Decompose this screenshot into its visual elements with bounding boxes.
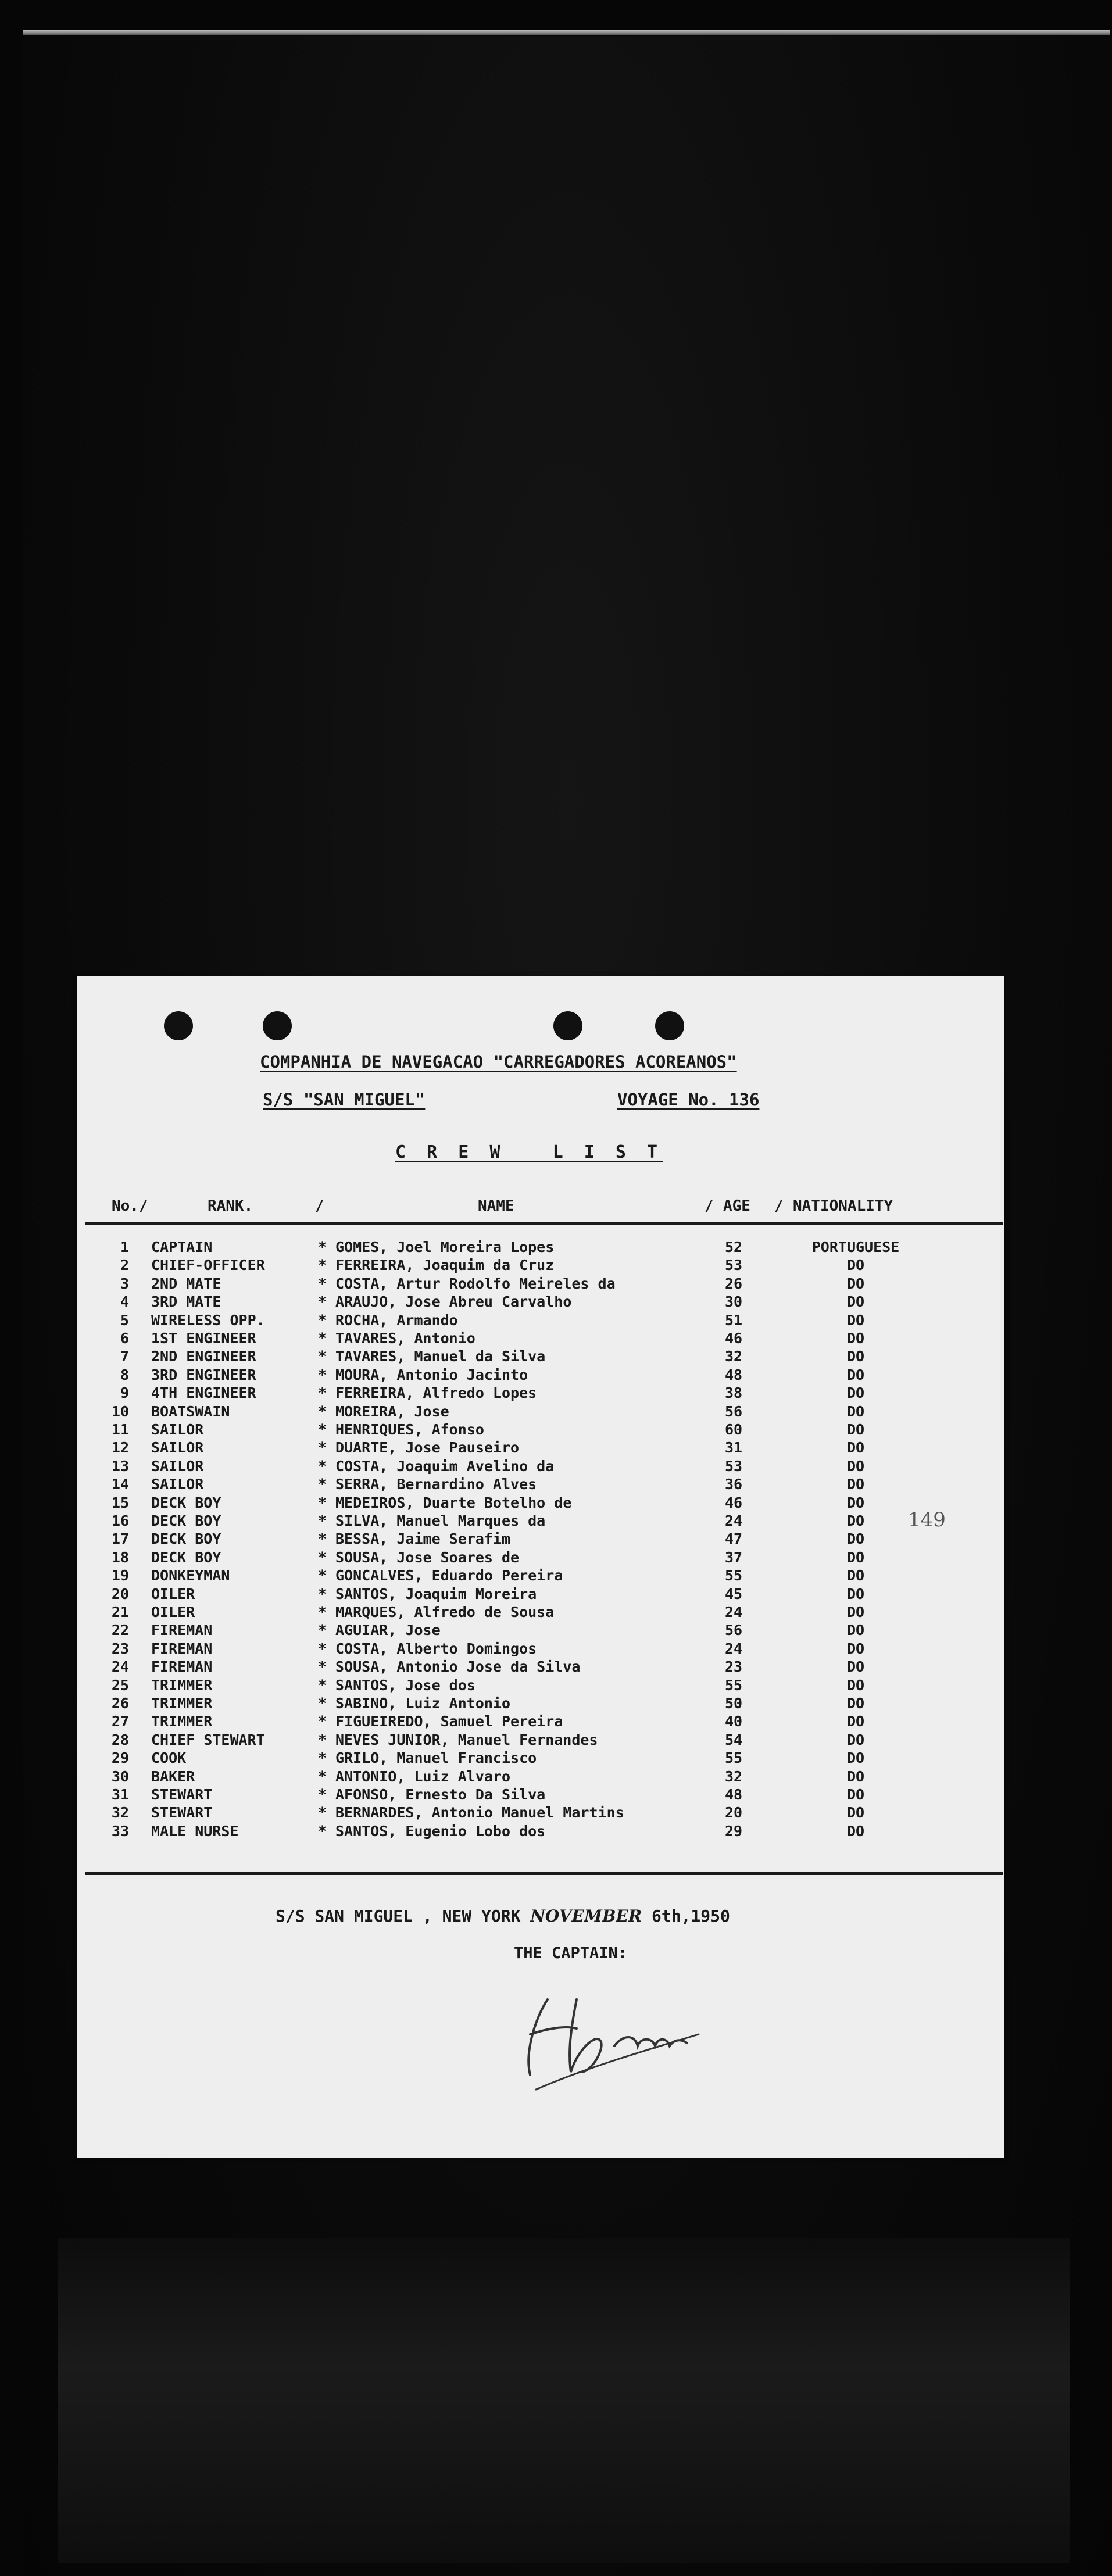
- table-row: [77, 1566, 1004, 1584]
- crew-mark: *: [318, 1293, 327, 1311]
- crew-rank: BOATSWAIN: [151, 1403, 230, 1420]
- crew-rank: SAILOR: [151, 1457, 204, 1475]
- crew-name: FERREIRA, Alfredo Lopes: [335, 1384, 537, 1402]
- crew-age: 48: [724, 1366, 743, 1383]
- crew-rank: STEWART: [151, 1786, 213, 1803]
- crew-age: 24: [724, 1640, 743, 1657]
- crew-age: 32: [724, 1768, 743, 1785]
- crew-rank: DECK BOY: [151, 1494, 221, 1511]
- table-row: [77, 1585, 1004, 1603]
- column-header-name: NAME: [478, 1197, 514, 1215]
- table-row: [77, 1731, 1004, 1749]
- crew-number: 23: [111, 1640, 129, 1657]
- crew-name: COSTA, Alberto Domingos: [335, 1640, 537, 1657]
- crew-mark: *: [318, 1366, 327, 1383]
- crew-name: SANTOS, Eugenio Lobo dos: [335, 1822, 546, 1840]
- crew-mark: *: [318, 1731, 327, 1748]
- crew-rank: DECK BOY: [151, 1512, 221, 1529]
- crew-nationality: DO: [846, 1695, 865, 1712]
- crew-rank: OILER: [151, 1604, 195, 1620]
- crew-nationality: DO: [846, 1676, 865, 1694]
- crew-rank: SAILOR: [151, 1439, 204, 1457]
- crew-rank: COOK: [151, 1749, 187, 1767]
- crew-rank: TRIMMER: [151, 1695, 213, 1712]
- crew-rank: 4TH ENGINEER: [151, 1384, 256, 1402]
- table-row: [77, 1694, 1004, 1712]
- crew-rank: TRIMMER: [151, 1713, 213, 1730]
- crew-rank: 2ND MATE: [151, 1275, 221, 1292]
- punch-hole-icon: [164, 1011, 193, 1040]
- crew-rank: CAPTAIN: [151, 1239, 213, 1255]
- table-row: [77, 1293, 1004, 1311]
- crew-nationality: DO: [846, 1567, 865, 1584]
- crew-nationality: DO: [846, 1512, 865, 1529]
- captain-signature-icon: [513, 1965, 710, 2098]
- crew-name: MEDEIROS, Duarte Botelho de: [335, 1494, 572, 1511]
- crew-nationality: DO: [846, 1293, 865, 1311]
- crew-name: TAVARES, Antonio: [335, 1330, 475, 1347]
- crew-mark: *: [318, 1548, 327, 1566]
- page-number-stamp: 149: [908, 1508, 946, 1532]
- crew-mark: *: [318, 1749, 327, 1767]
- table-row: [77, 1786, 1004, 1804]
- table-row: [77, 1311, 1004, 1329]
- crew-mark: *: [318, 1622, 327, 1639]
- crew-number: 30: [111, 1768, 129, 1785]
- table-row: [77, 1439, 1004, 1457]
- crew-number: 24: [111, 1658, 129, 1676]
- crew-number: 10: [111, 1403, 129, 1420]
- crew-mark: *: [318, 1494, 327, 1511]
- crew-mark: *: [318, 1676, 327, 1694]
- crew-age: 50: [724, 1695, 743, 1712]
- table-row: [77, 1822, 1004, 1840]
- crew-nationality: DO: [846, 1366, 865, 1383]
- crew-number: 7: [120, 1348, 129, 1365]
- crew-mark: *: [318, 1330, 327, 1347]
- crew-nationality: DO: [846, 1804, 865, 1822]
- table-row: [77, 1512, 1004, 1530]
- crew-mark: *: [318, 1512, 327, 1529]
- table-row: [77, 1548, 1004, 1566]
- crew-age: 53: [724, 1257, 743, 1274]
- place: S/S SAN MIGUEL , NEW YORK: [276, 1906, 521, 1926]
- crew-mark: *: [318, 1275, 327, 1292]
- crew-rank: SAILOR: [151, 1476, 204, 1493]
- crew-age: 46: [724, 1330, 743, 1347]
- crew-nationality: DO: [846, 1622, 865, 1639]
- crew-number: 18: [111, 1548, 129, 1566]
- company-name: COMPANHIA DE NAVEGACAO "CARREGADORES ACOREANOS": [260, 1052, 737, 1072]
- crew-age: 31: [724, 1439, 743, 1457]
- crew-number: 25: [111, 1676, 129, 1694]
- crew-number: 29: [111, 1749, 129, 1767]
- table-row: [77, 1366, 1004, 1384]
- crew-name: FIGUEIREDO, Samuel Pereira: [335, 1713, 563, 1730]
- crew-number: 2: [120, 1257, 129, 1274]
- crew-name: HENRIQUES, Afonso: [335, 1421, 484, 1438]
- crew-mark: *: [318, 1786, 327, 1803]
- crew-number: 15: [111, 1494, 129, 1511]
- crew-nationality: DO: [846, 1494, 865, 1511]
- voyage-number: VOYAGE No. 136: [617, 1090, 760, 1110]
- crew-rank: DECK BOY: [151, 1530, 221, 1548]
- crew-nationality: PORTUGUESE: [811, 1239, 900, 1255]
- crew-name: SOUSA, Jose Soares de: [335, 1548, 520, 1566]
- crew-age: 26: [724, 1275, 743, 1292]
- column-header-slash: /: [705, 1197, 714, 1215]
- table-row: [77, 1494, 1004, 1512]
- column-header-age: AGE: [723, 1197, 750, 1215]
- crew-name: AFONSO, Ernesto Da Silva: [335, 1786, 546, 1803]
- crew-name: GRILO, Manuel Francisco: [335, 1749, 537, 1767]
- crew-mark: *: [318, 1476, 327, 1493]
- crew-age: 46: [724, 1494, 743, 1511]
- crew-name: BESSA, Jaime Serafim: [335, 1530, 511, 1548]
- crew-mark: *: [318, 1640, 327, 1657]
- crew-rank: FIREMAN: [151, 1622, 213, 1639]
- crew-nationality: DO: [846, 1403, 865, 1420]
- crew-nationality: DO: [846, 1330, 865, 1347]
- crew-mark: *: [318, 1311, 327, 1329]
- crew-rank: MALE NURSE: [151, 1822, 239, 1840]
- crew-nationality: DO: [846, 1457, 865, 1475]
- date-day-year: 6th,1950: [652, 1906, 730, 1926]
- crew-number: 12: [111, 1439, 129, 1457]
- crew-number: 17: [111, 1530, 129, 1548]
- crew-age: 24: [724, 1604, 743, 1620]
- crew-name: MOURA, Antonio Jacinto: [335, 1366, 528, 1383]
- crew-number: 21: [111, 1604, 129, 1620]
- table-row: [77, 1530, 1004, 1548]
- crew-nationality: DO: [846, 1530, 865, 1548]
- crew-mark: *: [318, 1804, 327, 1822]
- crew-number: 13: [111, 1457, 129, 1475]
- column-header-slash: /: [315, 1197, 324, 1215]
- punch-hole-icon: [263, 1011, 292, 1040]
- crew-age: 30: [724, 1293, 743, 1311]
- crew-nationality: DO: [846, 1384, 865, 1402]
- crew-name: MARQUES, Alfredo de Sousa: [335, 1604, 555, 1620]
- crew-age: 56: [724, 1622, 743, 1639]
- crew-name: SANTOS, Joaquim Moreira: [335, 1585, 537, 1602]
- crew-name: ARAUJO, Jose Abreu Carvalho: [335, 1293, 572, 1311]
- crew-age: 55: [724, 1567, 743, 1584]
- crew-rank: FIREMAN: [151, 1640, 213, 1657]
- crew-list-document: [77, 976, 1004, 2158]
- crew-name: TAVARES, Manuel da Silva: [335, 1348, 546, 1365]
- crew-number: 20: [111, 1585, 129, 1602]
- crew-name: SERRA, Bernardino Alves: [335, 1476, 537, 1493]
- crew-age: 47: [724, 1530, 743, 1548]
- crew-rank: 1ST ENGINEER: [151, 1330, 256, 1347]
- crew-mark: *: [318, 1822, 327, 1840]
- crew-number: 3: [120, 1275, 129, 1292]
- crew-name: SILVA, Manuel Marques da: [335, 1512, 546, 1529]
- table-row: [77, 1712, 1004, 1730]
- crew-number: 1: [120, 1239, 129, 1255]
- crew-mark: *: [318, 1439, 327, 1457]
- table-row: [77, 1475, 1004, 1493]
- table-row: [77, 1256, 1004, 1274]
- crew-mark: *: [318, 1567, 327, 1584]
- place-and-date: [276, 1906, 730, 1926]
- column-header-no: No./: [112, 1197, 148, 1215]
- table-row: [77, 1603, 1004, 1621]
- table-row: [77, 1384, 1004, 1402]
- table-row: [77, 1804, 1004, 1822]
- crew-age: 29: [724, 1822, 743, 1840]
- column-header-nationality: NATIONALITY: [793, 1197, 893, 1215]
- crew-rank: STEWART: [151, 1804, 213, 1822]
- crew-nationality: DO: [846, 1749, 865, 1767]
- crew-number: 14: [111, 1476, 129, 1493]
- crew-age: 40: [724, 1713, 743, 1730]
- crew-mark: *: [318, 1695, 327, 1712]
- crew-rank: SAILOR: [151, 1421, 204, 1438]
- crew-age: 38: [724, 1384, 743, 1402]
- crew-age: 56: [724, 1403, 743, 1420]
- header-rule: [85, 1222, 1003, 1225]
- crew-nationality: DO: [846, 1476, 865, 1493]
- crew-rank: BAKER: [151, 1768, 195, 1785]
- crew-age: 53: [724, 1457, 743, 1475]
- crew-mark: *: [318, 1403, 327, 1420]
- film-edge-line: [23, 30, 1110, 35]
- crew-nationality: DO: [846, 1348, 865, 1365]
- captain-label: THE CAPTAIN:: [514, 1944, 628, 1962]
- crew-rank: WIRELESS OPP.: [151, 1311, 265, 1329]
- crew-number: 19: [111, 1567, 129, 1584]
- crew-nationality: DO: [846, 1439, 865, 1457]
- crew-nationality: DO: [846, 1713, 865, 1730]
- crew-number: 5: [120, 1311, 129, 1329]
- crew-name: ANTONIO, Luiz Alvaro: [335, 1768, 511, 1785]
- table-row: [77, 1275, 1004, 1293]
- table-row: [77, 1658, 1004, 1676]
- crew-age: 60: [724, 1421, 743, 1438]
- crew-name: DUARTE, Jose Pauseiro: [335, 1439, 520, 1457]
- crew-age: 55: [724, 1749, 743, 1767]
- crew-age: 54: [724, 1731, 743, 1748]
- punch-hole-icon: [553, 1011, 582, 1040]
- ship-name: S/S "SAN MIGUEL": [263, 1090, 426, 1110]
- crew-number: 22: [111, 1622, 129, 1639]
- footer-rule: [85, 1872, 1003, 1875]
- crew-nationality: DO: [846, 1640, 865, 1657]
- crew-rank: CHIEF-OFFICER: [151, 1257, 265, 1274]
- crew-age: 48: [724, 1786, 743, 1803]
- crew-mark: *: [318, 1457, 327, 1475]
- punch-hole-icon: [655, 1011, 684, 1040]
- table-row: [77, 1329, 1004, 1347]
- date-month: NOVEMBER: [530, 1906, 642, 1926]
- crew-nationality: DO: [846, 1604, 865, 1620]
- crew-rank: DECK BOY: [151, 1548, 221, 1566]
- crew-number: 26: [111, 1695, 129, 1712]
- crew-nationality: DO: [846, 1275, 865, 1292]
- crew-rank: TRIMMER: [151, 1676, 213, 1694]
- crew-age: 32: [724, 1348, 743, 1365]
- crew-mark: *: [318, 1421, 327, 1438]
- crew-name: FERREIRA, Joaquim da Cruz: [335, 1257, 555, 1274]
- crew-age: 55: [724, 1676, 743, 1694]
- crew-number: 31: [111, 1786, 129, 1803]
- crew-rank: FIREMAN: [151, 1658, 213, 1676]
- crew-name: COSTA, Joaquim Avelino da: [335, 1457, 555, 1475]
- table-row: [77, 1421, 1004, 1439]
- crew-nationality: DO: [846, 1658, 865, 1676]
- crew-nationality: DO: [846, 1768, 865, 1785]
- crew-age: 37: [724, 1548, 743, 1566]
- crew-mark: *: [318, 1257, 327, 1274]
- crew-age: 51: [724, 1311, 743, 1329]
- crew-name: SOUSA, Antonio Jose da Silva: [335, 1658, 581, 1676]
- crew-age: 24: [724, 1512, 743, 1529]
- crew-mark: *: [318, 1348, 327, 1365]
- crew-number: 6: [120, 1330, 129, 1347]
- crew-age: 52: [724, 1239, 743, 1255]
- crew-nationality: DO: [846, 1311, 865, 1329]
- crew-mark: *: [318, 1239, 327, 1255]
- crew-name: COSTA, Artur Rodolfo Meireles da: [335, 1275, 616, 1292]
- crew-nationality: DO: [846, 1822, 865, 1840]
- table-row: [77, 1768, 1004, 1786]
- crew-number: 27: [111, 1713, 129, 1730]
- crew-number: 4: [120, 1293, 129, 1311]
- crew-age: 23: [724, 1658, 743, 1676]
- crew-rank: DONKEYMAN: [151, 1567, 230, 1584]
- crew-nationality: DO: [846, 1786, 865, 1803]
- crew-number: 28: [111, 1731, 129, 1748]
- table-row: [77, 1347, 1004, 1365]
- crew-name: NEVES JUNIOR, Manuel Fernandes: [335, 1731, 598, 1748]
- table-row: [77, 1676, 1004, 1694]
- microfilm-lower-area: [58, 2238, 1070, 2563]
- crew-name: GOMES, Joel Moreira Lopes: [335, 1239, 555, 1255]
- crew-nationality: DO: [846, 1585, 865, 1602]
- crew-rank: OILER: [151, 1585, 195, 1602]
- crew-mark: *: [318, 1604, 327, 1620]
- crew-number: 11: [111, 1421, 129, 1438]
- crew-mark: *: [318, 1713, 327, 1730]
- crew-name: BERNARDES, Antonio Manuel Martins: [335, 1804, 624, 1822]
- crew-age: 45: [724, 1585, 743, 1602]
- table-row: [77, 1457, 1004, 1475]
- crew-number: 33: [111, 1822, 129, 1840]
- crew-nationality: DO: [846, 1548, 865, 1566]
- column-header-rank: RANK.: [208, 1197, 253, 1215]
- crew-mark: *: [318, 1768, 327, 1785]
- crew-number: 9: [120, 1384, 129, 1402]
- table-row: [77, 1403, 1004, 1421]
- crew-nationality: DO: [846, 1421, 865, 1438]
- crew-mark: *: [318, 1658, 327, 1676]
- crew-name: AGUIAR, Jose: [335, 1622, 441, 1639]
- crew-mark: *: [318, 1585, 327, 1602]
- crew-nationality: DO: [846, 1731, 865, 1748]
- crew-rank: CHIEF STEWART: [151, 1731, 265, 1748]
- table-row: [77, 1238, 1004, 1256]
- table-row: [77, 1640, 1004, 1658]
- crew-mark: *: [318, 1384, 327, 1402]
- crew-name: ROCHA, Armando: [335, 1311, 458, 1329]
- crew-name: GONCALVES, Eduardo Pereira: [335, 1567, 563, 1584]
- table-row: [77, 1749, 1004, 1767]
- table-row: [77, 1621, 1004, 1639]
- document-title: C R E W L I S T: [395, 1142, 663, 1162]
- crew-nationality: DO: [846, 1257, 865, 1274]
- crew-name: MOREIRA, Jose: [335, 1403, 449, 1420]
- crew-number: 8: [120, 1366, 129, 1383]
- crew-number: 16: [111, 1512, 129, 1529]
- crew-number: 32: [111, 1804, 129, 1822]
- crew-name: SABINO, Luiz Antonio: [335, 1695, 511, 1712]
- crew-age: 36: [724, 1476, 743, 1493]
- crew-rank: 2ND ENGINEER: [151, 1348, 256, 1365]
- crew-mark: *: [318, 1530, 327, 1548]
- column-header-slash: /: [774, 1197, 784, 1215]
- crew-age: 20: [724, 1804, 743, 1822]
- crew-rank: 3RD ENGINEER: [151, 1366, 256, 1383]
- crew-rank: 3RD MATE: [151, 1293, 221, 1311]
- crew-name: SANTOS, Jose dos: [335, 1676, 475, 1694]
